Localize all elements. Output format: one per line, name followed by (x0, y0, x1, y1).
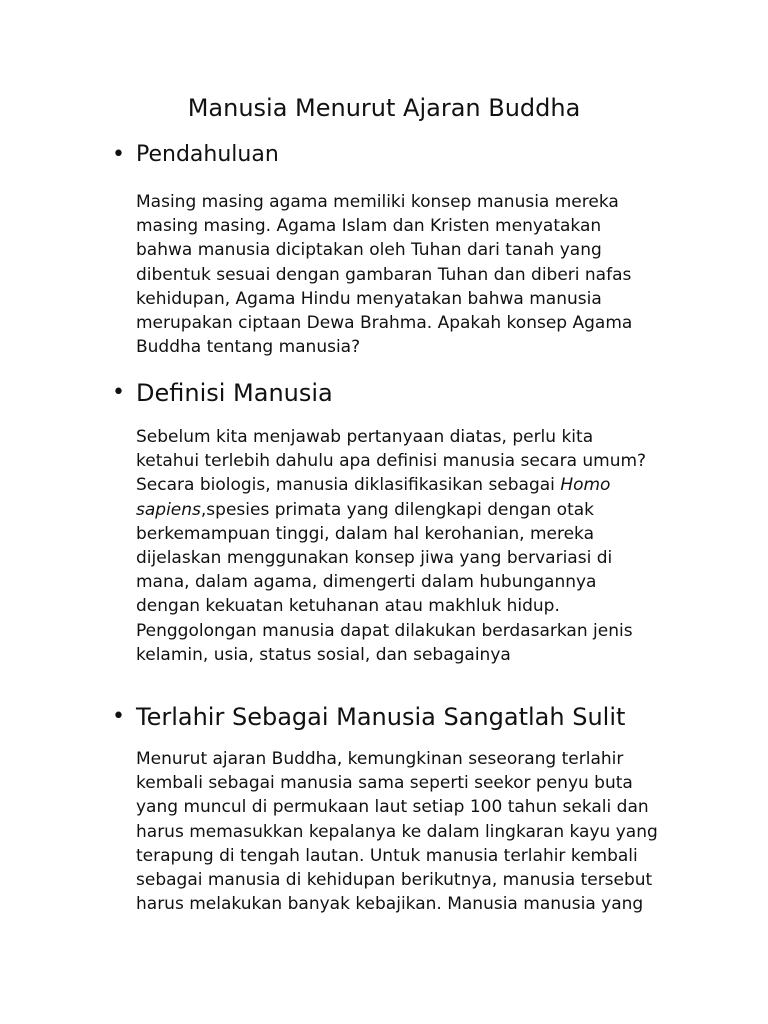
section-heading-text: Pendahuluan (136, 142, 279, 167)
paragraph-line: dijelaskan menggunakan konsep jiwa yang bervariasi di (136, 548, 613, 569)
paragraph-text: ,spesies primata yang dilengkapi dengan otak (200, 499, 594, 520)
section-heading-text: Definisi Manusia (136, 379, 333, 407)
section-paragraph-terlahir (136, 747, 681, 916)
paragraph-line: terapung di tengah lautan. Untuk manusia terlahir kembali (136, 845, 638, 866)
bullet-icon: • (112, 142, 125, 167)
paragraph-line: kembali sebagai manusia sama seperti seekor penyu buta (136, 773, 633, 794)
paragraph-line: masing masing. Agama Islam dan Kristen menyatakan (136, 216, 602, 237)
paragraph-line: dibentuk sesuai dengan gambaran Tuhan dan diberi nafas (136, 264, 632, 285)
paragraph-line: sebagai manusia di kehidupan berikutnya, manusia tersebut (136, 870, 653, 891)
paragraph-line: kehidupan, Agama Hindu menyatakan bahwa manusia (136, 288, 602, 309)
paragraph-line: dengan kekuatan ketuhanan atau makhluk hidup. (136, 596, 560, 617)
paragraph-line: harus memasukkan kepalanya ke dalam lingkaran kayu yang (136, 821, 658, 842)
paragraph-line: bahwa manusia diciptakan oleh Tuhan dari tanah yang (136, 240, 602, 261)
paragraph-line: Menurut ajaran Buddha, kemungkinan seseorang terlahir (136, 749, 624, 769)
paragraph-line (136, 473, 681, 497)
italic-term: Homo (560, 475, 611, 496)
paragraph-line: kelamin, usia, status sosial, dan sebagainya (136, 644, 511, 665)
paragraph-line: Buddha tentang manusia? (136, 337, 361, 358)
page-title: Manusia Menurut Ajaran Buddha (187, 94, 581, 122)
italic-term: sapiens (136, 499, 201, 520)
paragraph-line: Masing masing agama memiliki konsep manusia mereka (136, 192, 619, 212)
paragraph-text: Secara biologis, manusia diklasifikasikan sebagai (136, 475, 561, 496)
paragraph-line: berkemampuan tinggi, dalam hal kerohanian, mereka (136, 523, 595, 544)
paragraph-line: Sebelum kita menjawab pertanyaan diatas, perlu kita (136, 427, 594, 447)
paragraph-line: harus melakukan banyak kebajikan. Manusia manusia yang (136, 894, 644, 915)
paragraph-line: mana, dalam agama, dimengerti dalam hubungannya (136, 572, 597, 593)
bullet-icon: • (112, 704, 125, 729)
paragraph-line: ketahui terlebih dahulu apa definisi manusia secara umum? (136, 451, 647, 472)
section-heading-text: Terlahir Sebagai Manusia Sangatlah Sulit (136, 703, 626, 731)
paragraph-line: yang muncul di permukaan laut setiap 100 tahun sekali dan (136, 797, 649, 818)
bullet-icon: • (112, 380, 125, 405)
paragraph-line (136, 498, 681, 522)
section-paragraph-pendahuluan (136, 190, 681, 359)
paragraph-line: Penggolongan manusia dapat dilakukan berdasarkan jenis (136, 620, 633, 641)
section-paragraph-definisi-manusia (136, 425, 681, 667)
paragraph-line: merupakan ciptaan Dewa Brahma. Apakah konsep Agama (136, 313, 633, 334)
